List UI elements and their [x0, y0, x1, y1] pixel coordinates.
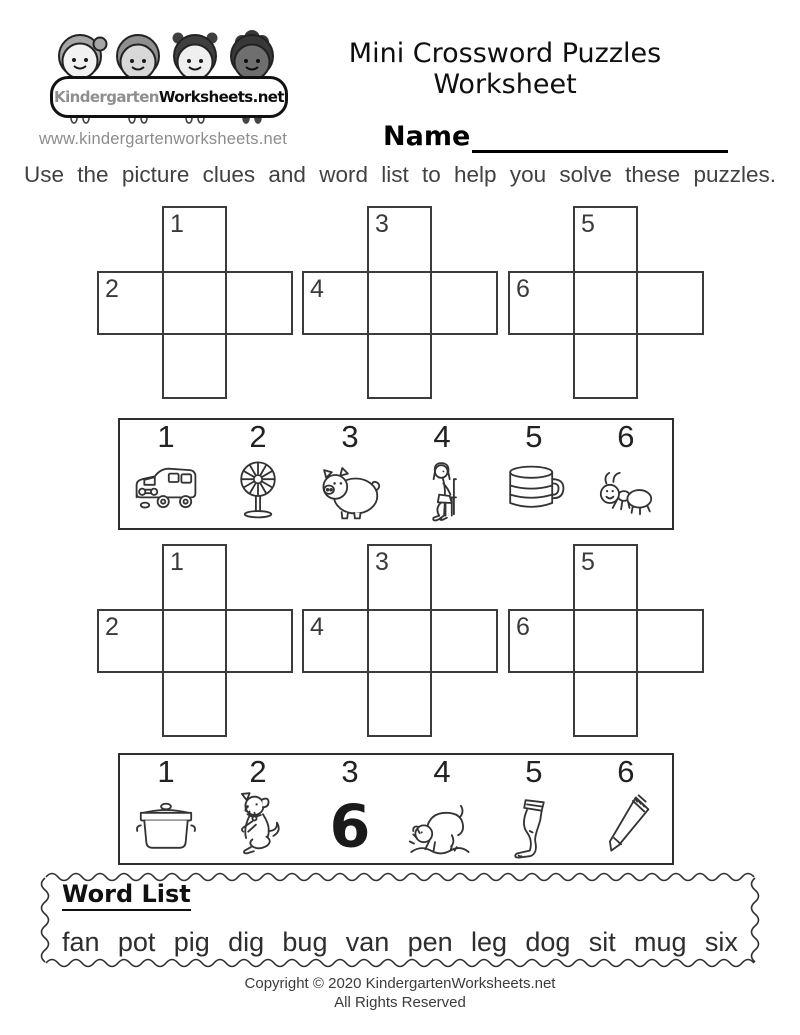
clue-number: 2 — [249, 754, 267, 789]
crossword-across-entry[interactable] — [97, 271, 293, 335]
picture-clue-bug — [580, 420, 672, 528]
logo-text-kindergarten: Kindergarten — [54, 88, 159, 106]
picture-clue-leg — [488, 755, 580, 863]
word-list-words — [62, 927, 738, 958]
crossword-across-entry[interactable] — [97, 609, 293, 673]
grid-clue-number: 2 — [105, 275, 119, 303]
dog-icon — [214, 789, 302, 859]
grid-clue-number: 6 — [516, 275, 530, 303]
word-list-panel — [40, 872, 760, 968]
picture-clue-pen — [580, 755, 672, 863]
clue-number: 2 — [249, 419, 267, 454]
word-list-item: pig — [173, 927, 210, 957]
page-title: Mini Crossword Puzzles Worksheet — [348, 38, 662, 100]
name-row — [383, 118, 728, 153]
site-logo — [28, 22, 298, 152]
picture-clue-pig — [304, 420, 396, 528]
website-url: www.kindergartenworksheets.net — [38, 130, 288, 148]
word-list-item: leg — [471, 927, 508, 957]
grid-clue-number: 2 — [105, 613, 119, 641]
picture-clues-strip — [118, 753, 674, 865]
clue-number: 5 — [525, 754, 543, 789]
picture-clue-mug — [488, 420, 580, 528]
sit-icon — [398, 454, 486, 524]
word-list-item: dig — [228, 927, 265, 957]
dig-icon — [398, 789, 486, 859]
mug-icon — [490, 454, 578, 524]
grid-clue-number: 3 — [375, 548, 389, 576]
boy-curly-icon — [231, 30, 273, 80]
copyright-line: Copyright © 2020 KindergartenWorksheets.net — [244, 975, 556, 992]
name-label: Name — [383, 120, 471, 152]
picture-clue-van — [120, 420, 212, 528]
word-list-item: dog — [525, 927, 571, 957]
girl-ponytail-icon — [59, 35, 107, 79]
word-list-item: mug — [634, 927, 687, 957]
word-list-item: van — [345, 927, 390, 957]
word-list-item: sit — [588, 927, 616, 957]
logo-sign — [50, 76, 288, 118]
instruction-text: Use the picture clues and word list to help you solve these puzzles. — [24, 162, 776, 187]
word-list-heading: Word List — [62, 880, 191, 911]
picture-clue-pot — [120, 755, 212, 863]
clue-number: 4 — [433, 419, 451, 454]
pot-icon — [122, 789, 210, 859]
word-list-item: bug — [282, 927, 328, 957]
clue-number: 4 — [433, 754, 451, 789]
picture-clue-dig — [396, 755, 488, 863]
six-icon — [306, 789, 394, 859]
picture-clue-sit — [396, 420, 488, 528]
logo-text-worksheets: Worksheets.net — [158, 88, 284, 106]
fan-icon — [214, 454, 302, 524]
clue-number: 1 — [157, 754, 175, 789]
grid-clue-number: 3 — [375, 210, 389, 238]
picture-clue-fan — [212, 420, 304, 528]
crossword-across-entry[interactable] — [302, 271, 498, 335]
grid-clue-number: 4 — [310, 613, 324, 641]
word-list-item: pen — [407, 927, 453, 957]
clue-number: 6 — [617, 419, 635, 454]
van-icon — [122, 454, 210, 524]
grid-clue-number: 5 — [581, 210, 595, 238]
grid-clue-number: 4 — [310, 275, 324, 303]
rights-line: All Rights Reserved — [334, 994, 466, 1011]
grid-clue-number: 1 — [170, 548, 184, 576]
bug-icon — [582, 454, 670, 524]
girl-pigtails-icon — [173, 33, 218, 80]
word-list-item: six — [704, 927, 738, 957]
grid-clue-number: 5 — [581, 548, 595, 576]
picture-clues-strip — [118, 418, 674, 530]
crossword-across-entry[interactable] — [508, 609, 704, 673]
boy-icon — [117, 35, 159, 80]
word-list-item: pot — [117, 927, 156, 957]
crossword-across-entry[interactable] — [508, 271, 704, 335]
picture-clue-dog — [212, 755, 304, 863]
pen-icon — [582, 789, 670, 859]
clue-number: 3 — [341, 754, 359, 789]
page-footer — [0, 974, 800, 1012]
pig-icon — [306, 454, 394, 524]
word-list-item: fan — [62, 927, 100, 957]
crossword-across-entry[interactable] — [302, 609, 498, 673]
clue-number: 5 — [525, 419, 543, 454]
clue-number: 6 — [617, 754, 635, 789]
grid-clue-number: 6 — [516, 613, 530, 641]
clue-number: 3 — [341, 419, 359, 454]
clue-number: 1 — [157, 419, 175, 454]
grid-clue-number: 1 — [170, 210, 184, 238]
leg-icon — [490, 789, 578, 859]
picture-clue-six — [304, 755, 396, 863]
name-input-line[interactable] — [472, 118, 728, 153]
